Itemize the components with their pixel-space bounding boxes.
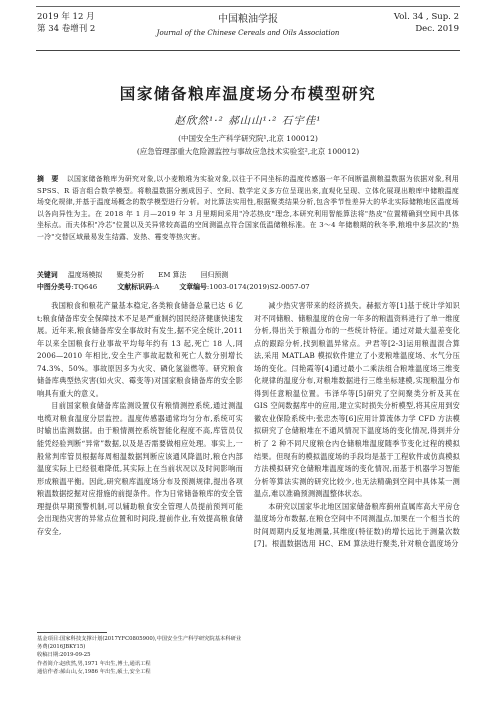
cls-value: TQ646	[73, 283, 98, 291]
article-id-value: 1003-0174(2019)S2-0057-07	[209, 283, 310, 291]
footnote-received: 收稿日期:2019-09-25	[37, 652, 91, 659]
doc-code-label: 文献标识码	[117, 283, 152, 291]
volume-issue: 第 34 卷增刊 2	[37, 23, 96, 34]
keyword-4: 回归预测	[200, 271, 229, 279]
date-en: Dec. 2019	[415, 23, 459, 34]
footnote-funding: 基金项目:国家科技支撑计划(2017YFC0805900),中国安全生产科学研究院基本科研业务费(2016JBKY15)	[37, 636, 242, 651]
article-title: 国家储备粮库温度场分布模型研究	[119, 84, 377, 103]
affiliations	[0, 132, 496, 158]
author-list: 赵欣然¹·² 郝山山¹·² 石宇佳¹	[174, 115, 322, 127]
running-header	[0, 0, 496, 40]
volume-en: Vol. 34 , Sup. 2	[393, 12, 459, 22]
footnote-rule	[37, 632, 107, 633]
affiliation-2: (应急管理部重大危险源监控与事故应急技术实验室²,北京 100012)	[136, 147, 360, 156]
classification-line: 中图分类号:TQ646 文献标识码:A 文章编号:1003-0174(2019)S2-0057-07	[37, 283, 310, 291]
cls-label: 中图分类号	[37, 283, 72, 291]
footnote-author: 作者简介:赵欣然,男,1971 年出生,博士,通讯工程	[37, 660, 151, 667]
keywords	[37, 269, 459, 281]
abstract-label: 摘 要	[37, 175, 59, 183]
keyword-1: 温度场模拟	[67, 271, 103, 279]
doc-code-value: A	[154, 283, 160, 291]
keywords-label: 关键词	[37, 271, 58, 279]
header-top-rule	[36, 6, 460, 7]
keyword-2: 聚类分析	[116, 271, 145, 279]
header-right	[394, 12, 459, 35]
body-paragraph: 本研究以国家华北地区国家储备粮库蓟州直属库高大平房仓温度场分布数据,在粮仓空间中不同测温点,加果在一个相当长的时间周期内反复地测量,其维度(特征数)的增长远比于测量次数[7]。根温数据选用 HC、EM 算法进行聚类,针对粮仓温度场分	[254, 501, 460, 549]
body-paragraph: 减少热灾害带来的经济损失。赫振方等[1]基于统计学知识对不同储粮、储粮温度的仓房一年多的粮温资料进行了单一维度分析,得出关于粮温分布的一些统计特征。通过对最大温差变化点的跟踪分析,找到粮温异常点。尹君等[2-3]运用粮温混合算法,采用 MATLAB 模拟软件建立了小麦粮堆温度场、水气分压场的变化。闫艳霞等[4]通过最小二乘法组合粮堆温度场三维变化规律的温度分布,对粮堆数据进行三维坐标建模,实现粮温分布得到任意粮温位置。韦泽华等[5]研究了空间聚类分析及其在 GIS 空间数据库中的应用,建立实时损失分析模型,将其应用到安徽农业保险系统中;张忠杰等[6]应用计算流体力学 CFD 方法模拟研究了仓储粮堆在不通风情况下温度场的变化情况,得到并分析了 2 种不同尺度粮仓内仓储粮堆温度随季节变化过程的模拟结果。但现有的模拟温度场的手段均是基于工程软件或仿真模拟方法模拟研究仓储粮堆温度场的变化情况,而基于机器学习智能分析等算法实测的研究比较少,也无法精确到空间中具体某一测温点,难以准确预测测温整体状态。	[254, 301, 460, 499]
affiliation-1: (中国安全生产科学研究院¹,北京 100012)	[178, 134, 318, 143]
keyword-3: EM 算法	[158, 271, 187, 279]
abstract	[37, 174, 459, 244]
issue-date: 2019 年 12 月	[37, 12, 95, 22]
footnote-corresponding: 通信作者:郝山山,女,1986 年出生,硕士,安全工程	[37, 668, 151, 675]
journal-name-cn: 中国粮油学报	[218, 14, 278, 25]
body-paragraph: 我国粮食和粮花产量基本稳定,各类粮食储备总量已达 6 亿 t;粮食储备库安全保障技术不足是严重制约国民经济健康快速发展。近年来,粮食储备库安全事故时有发生,据不完全统计,2011 年以来全国粮食行业事故平均每年约有 13 起,死亡 18 人,同 2006—2010 年相比,安全生产事故起数和死亡人数分别增长 74.3%、50%。事故原因多为火灾、磷化氢溢燃等。研究粮食储备库典型热灾害(如火灾、霉变等)对国家粮食储备库的安全影响具有重大的意义。	[37, 301, 243, 398]
journal-name-en: Journal of the Chinese Cereals and Oils Association	[156, 29, 340, 37]
footnote	[37, 632, 243, 676]
body-column-left	[37, 300, 243, 538]
body-column-right	[254, 300, 460, 551]
article-id-label: 文章编号	[179, 283, 207, 291]
header-bottom-rule	[36, 50, 460, 51]
body-paragraph: 目前国家粮食储备库监测设置仅有粮情测控系统,通过测温电缆对粮食温度分层监控。温度传感器通常均匀分布,系统可实时输出监测数据。由于粮情测控系统智能化程度不高,库管员仅能凭经验判断“异常”数据,以及是否需要做相应处理。事实上,一般常判库管员根据每周相温数据判断应该通风降温时,粮仓内部温度实际上已经很难降低,其实际上在当前状况以及时间影响而形成粮温平衡。因此,研究粮库温度场分布及预测规律,提出各项粮温数据挖掘对应措施的前提条件。作为日常储备粮库的安全管理提供早期预警机制,可以辅助粮食安全管理人员提前预判可能会出现热灾害的异常点位置和时间段,提前作业,有效提高粮食储存安全,	[37, 401, 243, 536]
abstract-text: 以国家储备粮库为研究对象,以小麦粮堆为实验对象,以往于不同坐标的温度传感器一年不间断温测粮温数据为依据对象,利用 SPSS、R 语言组合数学模型。将粮温数据分割成因子、空间、数学定义多方位呈现出来,直观化呈现、立体化展现出粮库中储粮温度场变化规律,并基于温度场概念的数学模型进行分析。对比算法实用性,根据聚类结果分析,包含季节性差异大的华北实际储粮地区温度场以各向异性为主。在 2018 年 1 月—2019 年 3 月里期间采用"冷芯热皮"理念,本研究利用智能算法将"热皮"位置精确到空间中具体坐标点。而夫体积"冷芯"位置以及关异常较高温的空间测温点符合国家低温储粮标准。在 3～4 年储粮期的秋冬季,粮堆中多层次的"热一冷"交替区域最易发生结露、发热、霉变等热灾害。	[37, 175, 459, 241]
